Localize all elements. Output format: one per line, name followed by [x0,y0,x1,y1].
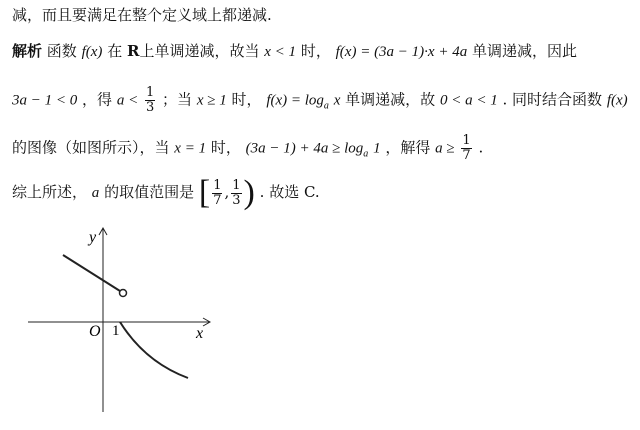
numerator: 1 [213,177,222,193]
denominator: 7 [462,148,471,163]
text: 单调递减，因此 [472,42,578,60]
text-line-2 [12,40,577,63]
text: . 同时结合函数 [502,90,603,109]
math: x [333,92,341,109]
text: 的取值范围是 [104,183,195,201]
text-line-5 [12,176,320,210]
denominator: 3 [232,192,241,208]
math: f(x) [606,92,628,109]
y-axis-label: y [89,229,97,246]
text: 在 [107,42,123,60]
analysis-label: 解析 [12,42,43,60]
log-branch-curve [120,322,188,378]
text-line-3 [12,86,628,118]
subscript: a [363,148,369,160]
fraction [231,179,241,208]
fraction [212,179,222,208]
math: (3a − 1) + 4a ≥ log [245,140,364,157]
math: a [91,185,100,201]
right-parenthesis: ) [243,174,255,211]
text-line-4 [12,134,483,166]
text: 时， [210,138,241,157]
function-graph [20,222,220,422]
math: x = 1 [174,140,207,157]
text: 的图像（如图所示），当 [12,138,170,157]
fraction [461,134,471,163]
text: 时， [231,90,262,109]
comma: , [224,183,230,201]
numerator: 1 [232,177,241,193]
numerator: 1 [145,85,155,100]
denominator: 7 [213,192,222,208]
line1-text: 减，而且要满足在整个定义域上都递减. [12,6,272,24]
origin-label: O [89,323,101,340]
text-line-1 [12,4,272,26]
math: f(x) [81,44,103,60]
text: ，得 [82,90,113,109]
math: 1 [373,140,381,157]
math: 3a − 1 < 0 [12,92,78,109]
math: f(x) = (3a − 1)·x + 4a [335,44,468,60]
x-axis-label: x [196,325,204,342]
fraction [145,86,155,115]
text: . [478,138,484,157]
left-bracket: [ [198,174,211,211]
text: 上单调递减，故当 [139,42,260,60]
math: a ≥ [435,140,455,157]
text: 单调递减，故 [345,90,436,109]
math: 0 < a < 1 [439,92,498,109]
math: R [127,42,140,60]
text: . 故选 C. [259,183,320,201]
math: x < 1 [264,44,297,60]
text: 函数 [46,42,77,60]
text: 综上所述， [12,183,88,201]
math: a < [116,92,139,109]
subscript: a [323,100,329,112]
denominator: 3 [145,100,155,115]
text: 时， [300,42,331,60]
text: ；当 [162,90,193,109]
math: x ≥ 1 [196,92,227,109]
tick-label-1: 1 [112,323,120,339]
numerator: 1 [462,133,471,148]
left-branch-line [63,255,120,291]
math: f(x) = log [266,92,324,109]
open-endpoint [120,290,127,297]
text: ，解得 [385,138,431,157]
